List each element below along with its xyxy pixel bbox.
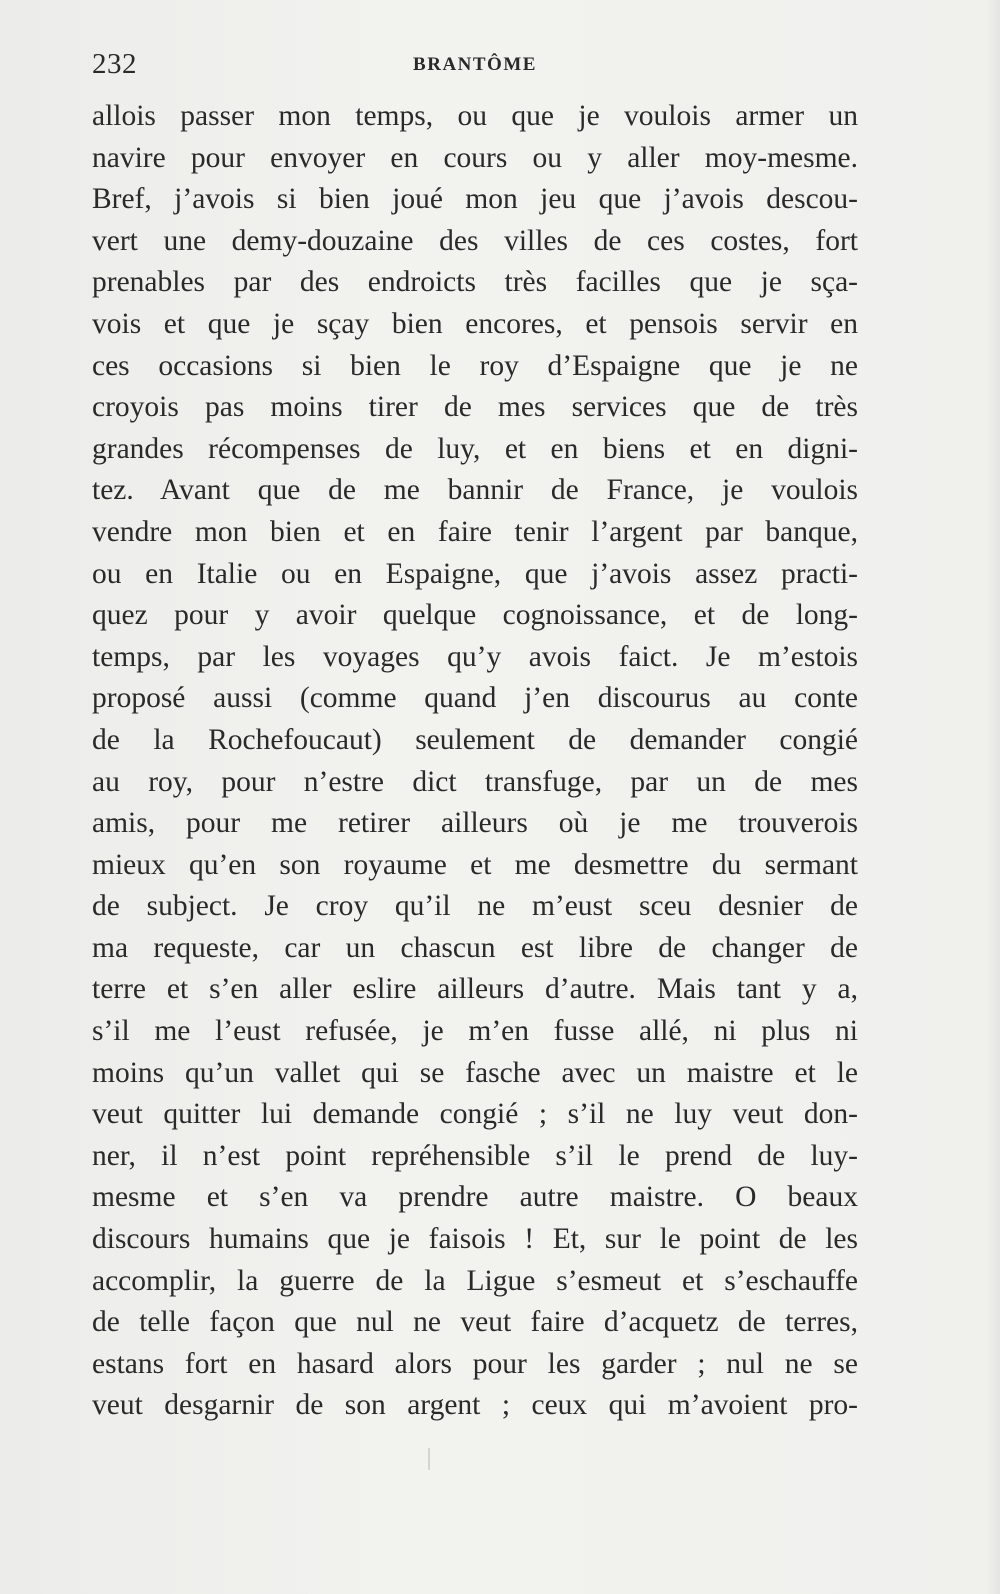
text-line: ner, il n’est point repréhensible s’il le prend de luy- — [92, 1139, 858, 1172]
text-line: navire pour envoyer en cours ou y aller moy-mesme. — [92, 141, 858, 174]
text-line: vendre mon bien et en faire tenir l’argent par banque, — [92, 515, 858, 548]
text-line: grandes récompenses de luy, et en biens et en digni- — [92, 432, 858, 465]
text-line: ou en Italie ou en Espaigne, que j’avois assez practi- — [92, 557, 858, 590]
text-line: vert une demy-douzaine des villes de ces costes, fort — [92, 224, 858, 257]
text-line: proposé aussi (comme quand j’en discourus au conte — [92, 682, 858, 715]
text-line: au roy, pour n’estre dict transfuge, par un de mes — [92, 765, 858, 798]
text-line: tez. Avant que de me bannir de France, je voulois — [92, 474, 858, 507]
page-number: 232 — [92, 48, 137, 80]
text-line: de telle façon que nul ne veut faire d’acquetz de terres, — [92, 1306, 858, 1339]
page-edge-shadow — [986, 0, 1000, 1594]
text-line: quez pour y avoir quelque cognoissance, et de long- — [92, 599, 858, 632]
text-line: veut desgarnir de son argent ; ceux qui m’avoient pro- — [92, 1389, 858, 1422]
text-line: temps, par les voyages qu’y avois faict. Je m’estois — [92, 640, 858, 673]
text-line: ma requeste, car un chascun est libre de changer de — [92, 931, 858, 964]
text-line: croyois pas moins tirer de mes services que de très — [92, 391, 858, 424]
running-title: BRANTÔME — [413, 54, 537, 75]
body-text — [92, 96, 858, 1427]
text-line: Bref, j’avois si bien joué mon jeu que j’avois descou- — [92, 183, 858, 216]
text-line: mieux qu’en son royaume et me desmettre du sermant — [92, 848, 858, 881]
text-line: discours humains que je faisois ! Et, sur le point de les — [92, 1223, 858, 1256]
text-line: vois et que je sçay bien encores, et pensois servir en — [92, 307, 858, 340]
text-line: ces occasions si bien le roy d’Espaigne que je ne — [92, 349, 858, 382]
text-line: prenables par des endroicts très facilles que je sça- — [92, 266, 858, 299]
text-line: moins qu’un vallet qui se fasche avec un maistre et le — [92, 1056, 858, 1089]
text-line: s’il me l’eust refusée, je m’en fusse allé, ni plus ni — [92, 1015, 858, 1048]
text-line: de la Rochefoucaut) seulement de demander congié — [92, 723, 858, 756]
text-line: veut quitter lui demande congié ; s’il ne luy veut don- — [92, 1098, 858, 1131]
text-line: terre et s’en aller eslire ailleurs d’autre. Mais tant y a, — [92, 973, 858, 1006]
text-line: amis, pour me retirer ailleurs où je me trouverois — [92, 807, 858, 840]
running-head — [92, 48, 858, 84]
print-mark — [428, 1448, 430, 1470]
text-line: de subject. Je croy qu’il ne m’eust sceu desnier de — [92, 890, 858, 923]
text-line: allois passer mon temps, ou que je voulois armer un — [92, 100, 858, 132]
text-line: mesme et s’en va prendre autre maistre. O beaux — [92, 1181, 858, 1214]
text-line: accomplir, la guerre de la Ligue s’esmeut et s’eschauffe — [92, 1264, 858, 1297]
text-line: estans fort en hasard alors pour les garder ; nul ne se — [92, 1347, 858, 1380]
